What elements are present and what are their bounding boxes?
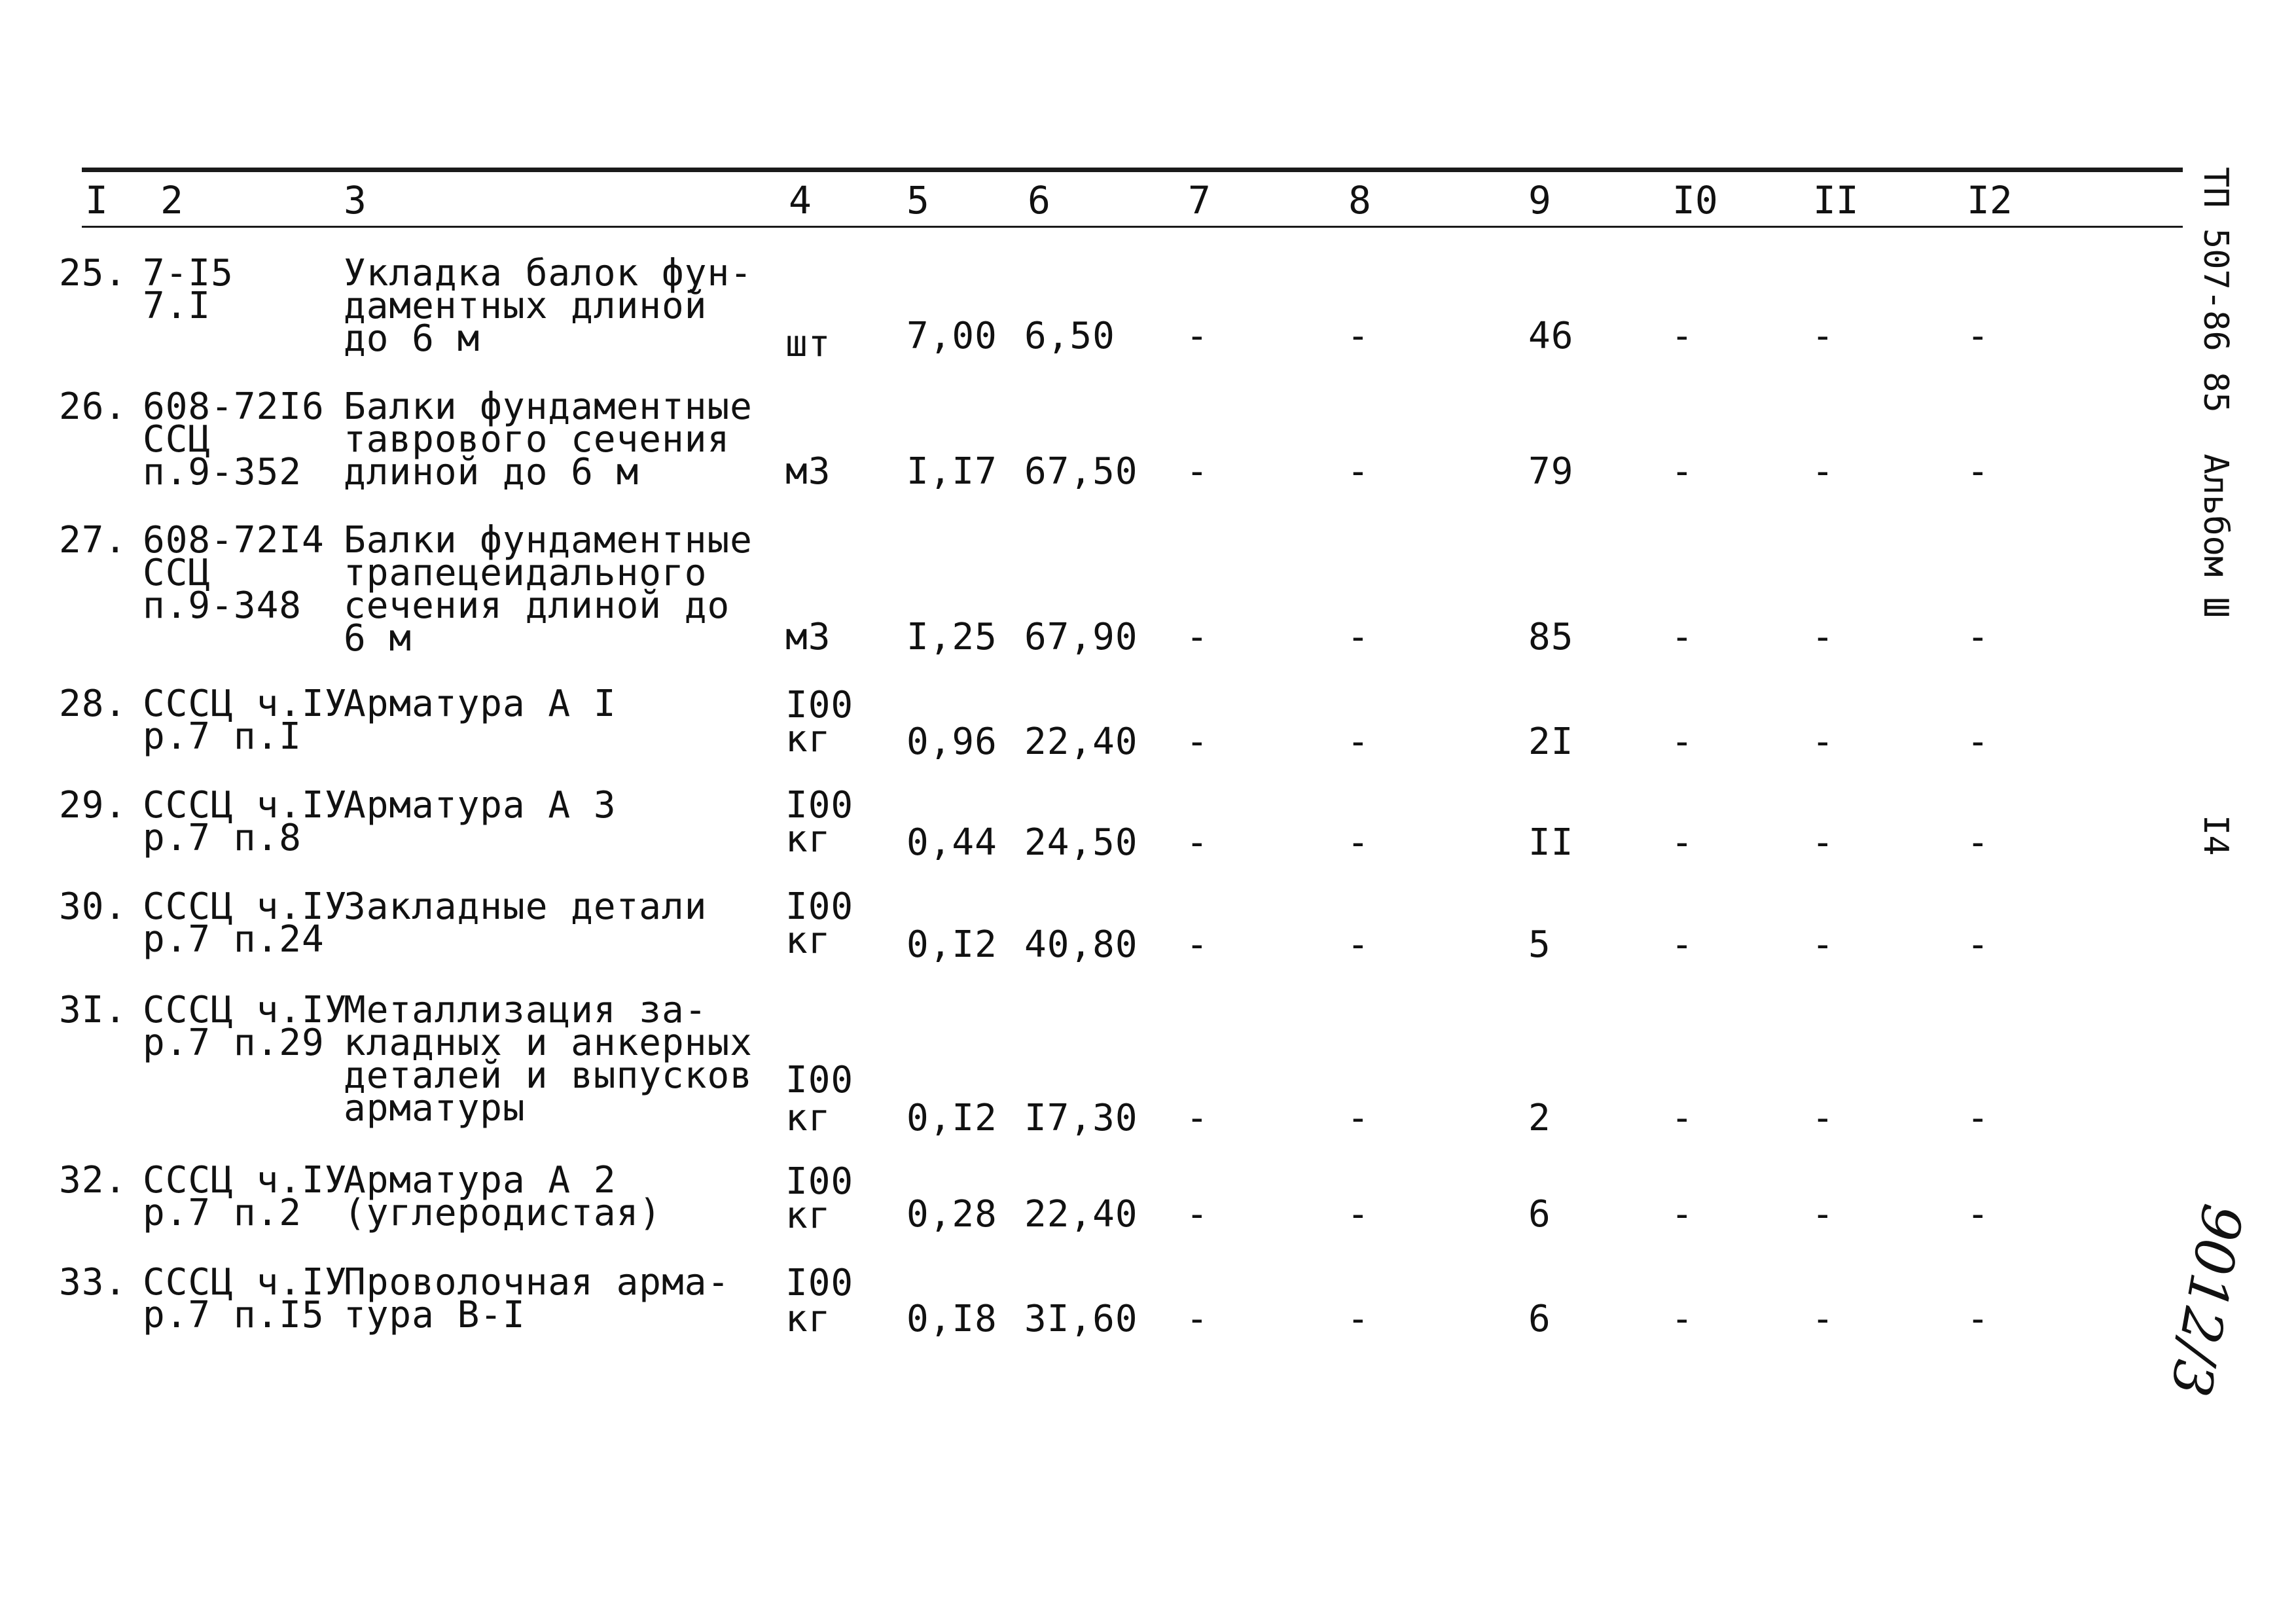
unit-line: кг	[785, 919, 831, 962]
cell-c11: -	[1812, 1193, 1835, 1236]
description-line: даментных длиной	[344, 285, 708, 327]
cell-c12: -	[1967, 923, 1990, 966]
cell-c10: -	[1671, 450, 1694, 493]
cell-c12: -	[1967, 1193, 1990, 1236]
row-number: 32.	[59, 1159, 128, 1202]
description-line: Укладка балок фун-	[344, 252, 753, 294]
resource-code-line: СССЦ ч.IУ	[143, 784, 348, 827]
header-col-2: 2	[160, 178, 183, 223]
cell-c9: 6	[1528, 1298, 1551, 1340]
description-line: до 6 м	[344, 317, 480, 360]
description-line: тура В-I	[344, 1294, 526, 1336]
description-line: (углеродистая)	[344, 1192, 662, 1234]
unit-line: I00	[785, 1059, 854, 1101]
cell-c6: 22,40	[1024, 721, 1138, 763]
resource-code-line: р.7 п.24	[143, 918, 325, 961]
description-line: Проволочная арма-	[344, 1261, 730, 1304]
cell-c11: -	[1812, 315, 1835, 357]
cell-c11: -	[1812, 1097, 1835, 1139]
cell-c7: -	[1186, 616, 1209, 658]
description-line: сечения длиной до	[344, 584, 730, 627]
unit-line: шт	[785, 323, 831, 365]
cell-c8: -	[1347, 616, 1370, 658]
description-line: Закладные детали	[344, 885, 708, 928]
cell-c9: 2I	[1528, 721, 1574, 763]
cell-c11: -	[1812, 821, 1835, 864]
cell-c8: -	[1347, 1097, 1370, 1139]
row-number: 33.	[59, 1261, 128, 1304]
cell-c11: -	[1812, 450, 1835, 493]
cell-c5: 0,I2	[906, 923, 997, 966]
row-number: 27.	[59, 519, 128, 562]
resource-code-line: р.7 п.I	[143, 715, 302, 758]
cell-c10: -	[1671, 1097, 1694, 1139]
cell-c11: -	[1812, 1298, 1835, 1340]
cell-c10: -	[1671, 821, 1694, 864]
resource-code-line: 7-I5	[143, 252, 234, 294]
description-line: таврового сечения	[344, 418, 730, 461]
description-line: кладных и анкерных	[344, 1022, 753, 1064]
cell-c7: -	[1186, 315, 1209, 357]
unit-line: I00	[785, 1262, 854, 1304]
resource-code-line: р.7 п.29	[143, 1022, 325, 1064]
cell-c12: -	[1967, 616, 1990, 658]
cell-c10: -	[1671, 721, 1694, 763]
cell-c6: 67,50	[1024, 450, 1138, 493]
cell-c8: -	[1347, 821, 1370, 864]
cell-c8: -	[1347, 1298, 1370, 1340]
description-line: трапецеидального	[344, 552, 708, 594]
cell-c8: -	[1347, 1193, 1370, 1236]
cell-c5: 7,00	[906, 315, 997, 357]
cell-c11: -	[1812, 721, 1835, 763]
resource-code-line: п.9-348	[143, 584, 302, 627]
row-number: 3I.	[59, 989, 128, 1031]
description-line: Арматура А 2	[344, 1159, 617, 1202]
cell-c11: -	[1812, 616, 1835, 658]
cell-c10: -	[1671, 616, 1694, 658]
cell-c12: -	[1967, 821, 1990, 864]
cell-c12: -	[1967, 1298, 1990, 1340]
cell-c9: 46	[1528, 315, 1574, 357]
description-line: Арматура А I	[344, 683, 617, 725]
cell-c9: 79	[1528, 450, 1574, 493]
unit-line: кг	[785, 1298, 831, 1340]
cell-c9: 2	[1528, 1097, 1551, 1139]
cell-c6: 22,40	[1024, 1193, 1138, 1236]
cell-c5: 0,44	[906, 821, 997, 864]
resource-code-line: СССЦ ч.IУ	[143, 683, 348, 725]
handwritten-note: 9012/3	[2158, 1199, 2255, 1402]
unit-line: кг	[785, 1194, 831, 1237]
cell-c8: -	[1347, 450, 1370, 493]
cell-c7: -	[1186, 821, 1209, 864]
cell-c9: II	[1528, 821, 1574, 864]
unit-line: м3	[785, 450, 831, 493]
row-number: 25.	[59, 252, 128, 294]
description-line: Балки фундаментные	[344, 519, 753, 562]
cell-c10: -	[1671, 315, 1694, 357]
cell-c8: -	[1347, 315, 1370, 357]
resource-code-line: СССЦ ч.IУ	[143, 885, 348, 928]
cell-c9: 85	[1528, 616, 1574, 658]
header-col-1: I	[85, 178, 108, 223]
cell-c7: -	[1186, 450, 1209, 493]
header-col-6: 6	[1028, 178, 1050, 223]
unit-line: кг	[785, 818, 831, 861]
unit-line: I00	[785, 684, 854, 726]
resource-code-line: р.7 п.I5	[143, 1294, 325, 1336]
cell-c7: -	[1186, 1097, 1209, 1139]
cell-c6: 40,80	[1024, 923, 1138, 966]
cell-c12: -	[1967, 450, 1990, 493]
header-col-5: 5	[906, 178, 929, 223]
cell-c5: I,25	[906, 616, 997, 658]
top-rule	[82, 168, 2183, 172]
cell-c10: -	[1671, 923, 1694, 966]
page-number: I4	[2196, 815, 2235, 856]
header-col-4: 4	[789, 178, 812, 223]
cell-c5: 0,28	[906, 1193, 997, 1236]
side-label: ТП 507-86 85 Альбом Ш	[2196, 167, 2235, 618]
header-col-12: I2	[1967, 178, 2013, 223]
cell-c11: -	[1812, 923, 1835, 966]
cell-c5: 0,96	[906, 721, 997, 763]
cell-c8: -	[1347, 721, 1370, 763]
cell-c10: -	[1671, 1193, 1694, 1236]
resource-code-line: р.7 п.8	[143, 817, 302, 859]
description-line: длиной до 6 м	[344, 451, 639, 493]
header-col-11: II	[1813, 178, 1859, 223]
cell-c12: -	[1967, 1097, 1990, 1139]
cell-c5: I,I7	[906, 450, 997, 493]
cell-c9: 6	[1528, 1193, 1551, 1236]
cell-c12: -	[1967, 315, 1990, 357]
cell-c10: -	[1671, 1298, 1694, 1340]
resource-code-line: СССЦ ч.IУ	[143, 1159, 348, 1202]
cell-c6: 3I,60	[1024, 1298, 1138, 1340]
cell-c5: 0,I8	[906, 1298, 997, 1340]
row-number: 28.	[59, 683, 128, 725]
resource-code-line: 608-72I4	[143, 519, 325, 562]
cell-c12: -	[1967, 721, 1990, 763]
cell-c5: 0,I2	[906, 1097, 997, 1139]
cell-c6: 67,90	[1024, 616, 1138, 658]
unit-line: I00	[785, 885, 854, 928]
resource-code-line: СССЦ ч.IУ	[143, 1261, 348, 1304]
unit-line: I00	[785, 784, 854, 827]
unit-line: I00	[785, 1160, 854, 1203]
resource-code-line: 7.I	[143, 285, 211, 327]
unit-line: м3	[785, 616, 831, 658]
unit-line: кг	[785, 1097, 831, 1139]
description-line: арматуры	[344, 1087, 526, 1130]
cell-c7: -	[1186, 923, 1209, 966]
description-line: 6 м	[344, 617, 412, 660]
resource-code-line: ССЦ	[143, 418, 211, 461]
header-col-9: 9	[1528, 178, 1551, 223]
header-col-3: 3	[344, 178, 367, 223]
description-line: Балки фундаментные	[344, 385, 753, 428]
cell-c6: I7,30	[1024, 1097, 1138, 1139]
resource-code-line: р.7 п.2	[143, 1192, 302, 1234]
resource-code-line: п.9-352	[143, 451, 302, 493]
resource-code-line: ССЦ	[143, 552, 211, 594]
cell-c7: -	[1186, 721, 1209, 763]
cell-c8: -	[1347, 923, 1370, 966]
row-number: 26.	[59, 385, 128, 428]
description-line: Металлизация за-	[344, 989, 708, 1031]
description-line: деталей и выпусков	[344, 1054, 753, 1097]
cell-c6: 6,50	[1024, 315, 1115, 357]
row-number: 29.	[59, 784, 128, 827]
header-col-7: 7	[1188, 178, 1211, 223]
header-rule	[82, 226, 2183, 228]
header-col-8: 8	[1348, 178, 1371, 223]
header-col-10: I0	[1672, 178, 1718, 223]
resource-code-line: СССЦ ч.IУ	[143, 989, 348, 1031]
row-number: 30.	[59, 885, 128, 928]
unit-line: кг	[785, 718, 831, 760]
resource-code-line: 608-72I6	[143, 385, 325, 428]
cell-c7: -	[1186, 1193, 1209, 1236]
cell-c9: 5	[1528, 923, 1551, 966]
description-line: Арматура А 3	[344, 784, 617, 827]
cell-c7: -	[1186, 1298, 1209, 1340]
cell-c6: 24,50	[1024, 821, 1138, 864]
